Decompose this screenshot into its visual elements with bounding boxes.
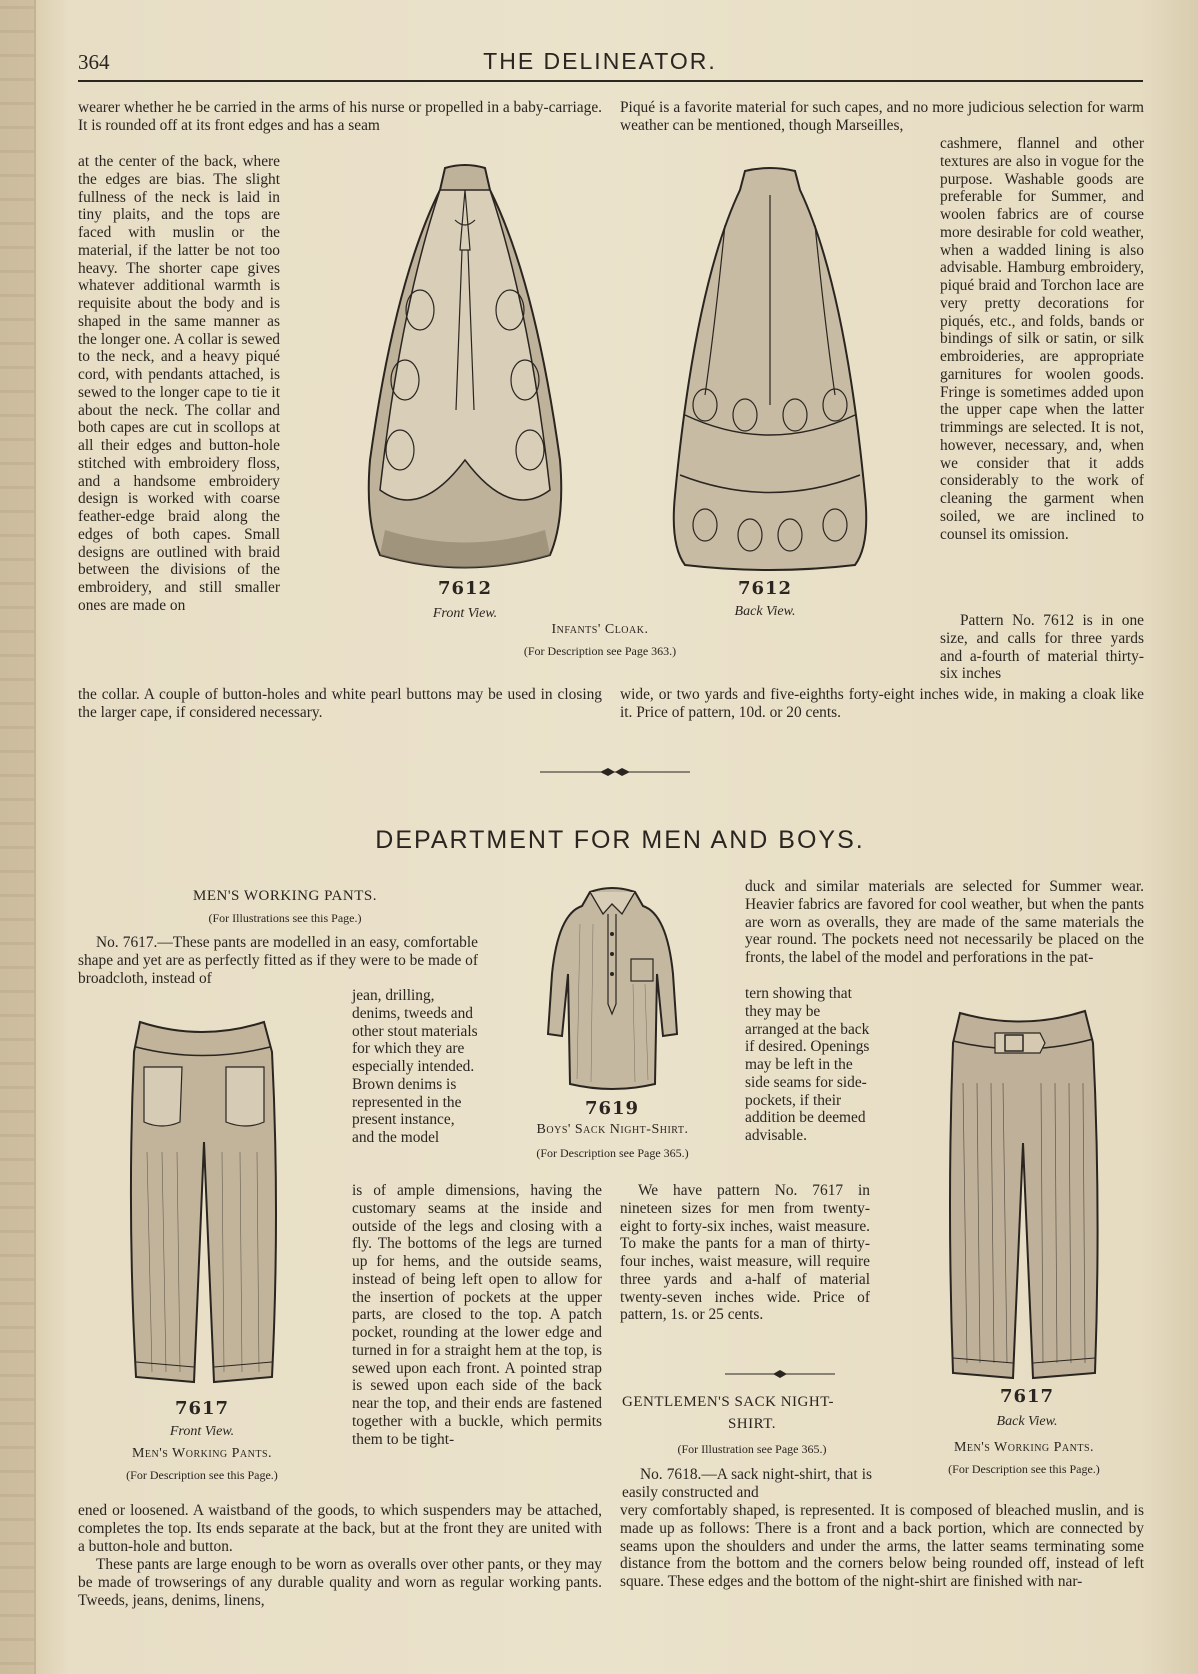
- nightshirt-caption: Boys' Sack Night-Shirt.: [536, 1122, 689, 1137]
- page-number: 364: [78, 50, 110, 74]
- section-divider-ornament: [540, 766, 690, 778]
- mens-working-pants-back-illustration: [945, 1003, 1100, 1388]
- cloak-front-view-label: Front View.: [432, 606, 498, 621]
- pants-bottom-text-1: ened or loosened. A waistband of the goods, to which suspenders may be attached, completes the top. Its ends separate at the back, but at the front they are united with a button-hole and button.: [78, 1502, 602, 1555]
- cloak-caption: Infants' Cloak.: [551, 622, 649, 637]
- pants-back-view-label: Back View.: [996, 1414, 1058, 1429]
- infants-cloak-back-illustration: [665, 165, 875, 575]
- small-divider-ornament: [725, 1370, 835, 1378]
- cloak-text-left-bottom: the collar. A couple of button-holes and white pearl buttons may be used in closing the larger cape, if considered necessary.: [78, 686, 602, 721]
- cloak-front-fig-number: 7612: [437, 578, 493, 599]
- nightshirt-fig-number: 7619: [584, 1098, 640, 1119]
- pants-front-caption-reference: (For Description see this Page.): [126, 1468, 278, 1482]
- pants-pattern-text: We have pattern No. 7617 in nineteen sizes for men from twenty-eight to forty-six inches, waist measure. To make the pants for a man of thirty-four inches, waist measure, will require three yards and a-half of material twenty-seven inches wide. Price of pattern, 1s. or 25 cents.: [620, 1182, 870, 1324]
- cloak-back-fig-number: 7612: [737, 578, 793, 599]
- cloak-text-left-side: at the center of the back, where the edges are bias. The slight fullness of the neck is laid in tiny plaits, and the tops are faced with muslin or the material, if the latter be not too heavy. The shorter cape gives whatever additional warmth is requisite about the body and is shaped in the same manner as the longer one. A collar is sewed to the neck, and a heavy piqué cord, with pendants attached, is sewed to the longer cape to tie it about the neck. The collar and both capes are cut in scollops at all their edges and button-hole stitched with embroidery floss, and a handsome embroidery design is worked with coarse feather-edge braid along the edges of both capes. Small designs are outlined with braid between the divisions of the embroidery, and still smaller ones are made on: [78, 153, 280, 614]
- cloak-text-right-bottom: wide, or two yards and five-eighths forty-eight inches wide, in making a cloak like it. Price of pattern, 10d. or 20 cents.: [620, 686, 1144, 721]
- nightshirt-caption-reference: (For Description see Page 365.): [536, 1146, 689, 1160]
- pants-right-text: duck and similar materials are selected for Summer wear. Heavier fabrics are favored for cool weather, but when the pants are worn as overalls, they are made of the same materials the year round. The pockets need not necessarily be placed on the fronts, the label of the model and perforations in the pat-: [745, 878, 1144, 966]
- pants-front-fig-number: 7617: [174, 1398, 230, 1419]
- pants-front-view-label: Front View.: [169, 1424, 235, 1439]
- boys-sack-night-shirt-illustration: [545, 884, 680, 1094]
- pants-intro-text: No. 7617.—These pants are modelled in an easy, comfortable shape and yet are as perfectly fitted as if they were to be made of broadcloth, instead of: [78, 934, 478, 987]
- nightshirt-text-narrow: No. 7618.—A sack night-shirt, that is easily constructed and: [622, 1466, 872, 1501]
- department-title: DEPARTMENT FOR MEN AND BOYS.: [375, 826, 865, 854]
- nightshirt-heading-reference: (For Illustration see Page 365.): [677, 1442, 827, 1456]
- cloak-pattern-text: Pattern No. 7612 is in one size, and calls for three yards and a-fourth of material thirty-six inches: [940, 612, 1144, 683]
- pants-heading: MEN'S WORKING PANTS.: [193, 888, 377, 904]
- nightshirt-heading-line-2: SHIRT.: [727, 1416, 777, 1432]
- cloak-text-right-side: cashmere, flannel and other textures are also in vogue for the purpose. Washable goods are preferable for Summer, and woolen fabrics are of course more desirable for cold weather, when a wadded lining is also advisable. Hamburg embroidery, piqué braid and Torchon lace are very pretty decorations for piqués, etc., and folds, bands or bindings of silk or satin, or silk embroideries, are appropriate garnitures for woolen goods. Fringe is sometimes added upon the upper cape when the latter trimmings are selected. It is not, however, necessary, and, when we consider that it adds considerably to the work of cleaning the garment when soiled, we are inclined to counsel its omission.: [940, 135, 1144, 543]
- pants-back-fig-number: 7617: [999, 1386, 1055, 1407]
- nightshirt-heading-line-1: GENTLEMEN'S SACK NIGHT-: [622, 1394, 834, 1410]
- nightshirt-text-wide: very comfortably shaped, is represented. It is composed of bleached muslin, and is made up as follows: There is a front and a back portion, which are connected by seams upon the shoulders and under the arms, the latter seams terminating some distance from the bottom and the corners below being rounded off, instead of left square. These edges and the bottom of the night-shirt are finished with nar-: [620, 1502, 1144, 1590]
- pants-back-caption: Men's Working Pants.: [953, 1440, 1095, 1455]
- running-title: THE DELINEATOR.: [483, 48, 717, 74]
- cloak-back-view-label: Back View.: [734, 604, 796, 619]
- pants-right-narrow-text: tern showing that they may be arranged at the back if desired. Openings may be left in the side seams for side-pockets, if their addition be deemed advisable.: [745, 985, 870, 1144]
- pants-middle-text: is of ample dimensions, having the customary seams at the inside and outside of the legs and closing with a fly. The bottoms of the legs are turned up for hems, and the outside seams, instead of being left open to allow for the insertion of pockets at the upper parts, are closed to the top. A patch pocket, rounding at the lower edge and turned in for a straight hem at the top, is sewed upon each front. A pointed strap is sewed upon each side of the back near the top, and their ends are fastened together with a buckle, which permits them to be tight-: [352, 1182, 602, 1448]
- pants-bottom-text-2: These pants are large enough to be worn as overalls over other pants, or they may be made of trowserings of any durable quality and worn as regular working pants. Tweeds, jeans, denims, linens,: [78, 1556, 602, 1609]
- pants-front-caption: Men's Working Pants.: [131, 1446, 273, 1461]
- infants-cloak-front-illustration: [360, 160, 570, 580]
- cloak-caption-reference: (For Description see Page 363.): [523, 644, 677, 658]
- pants-heading-reference: (For Illustrations see this Page.): [208, 911, 362, 925]
- pants-narrow-text: jean, drilling, denims, tweeds and other stout materials for which they are especially intended. Brown denims is represented in the present instance, and the model: [352, 987, 478, 1146]
- mens-working-pants-front-illustration: [122, 1012, 282, 1392]
- cloak-text-right-top: Piqué is a favorite material for such capes, and no more judicious selection for warm weather can be mentioned, though Marseilles,: [620, 99, 1144, 134]
- cloak-text-left-top: wearer whether he be carried in the arms of his nurse or propelled in a baby-carriage. It is rounded off at its front edges and has a seam: [78, 99, 602, 134]
- header-rule: [78, 80, 1143, 82]
- page-binding-edge: [0, 0, 36, 1674]
- pants-back-caption-reference: (For Description see this Page.): [948, 1462, 1100, 1476]
